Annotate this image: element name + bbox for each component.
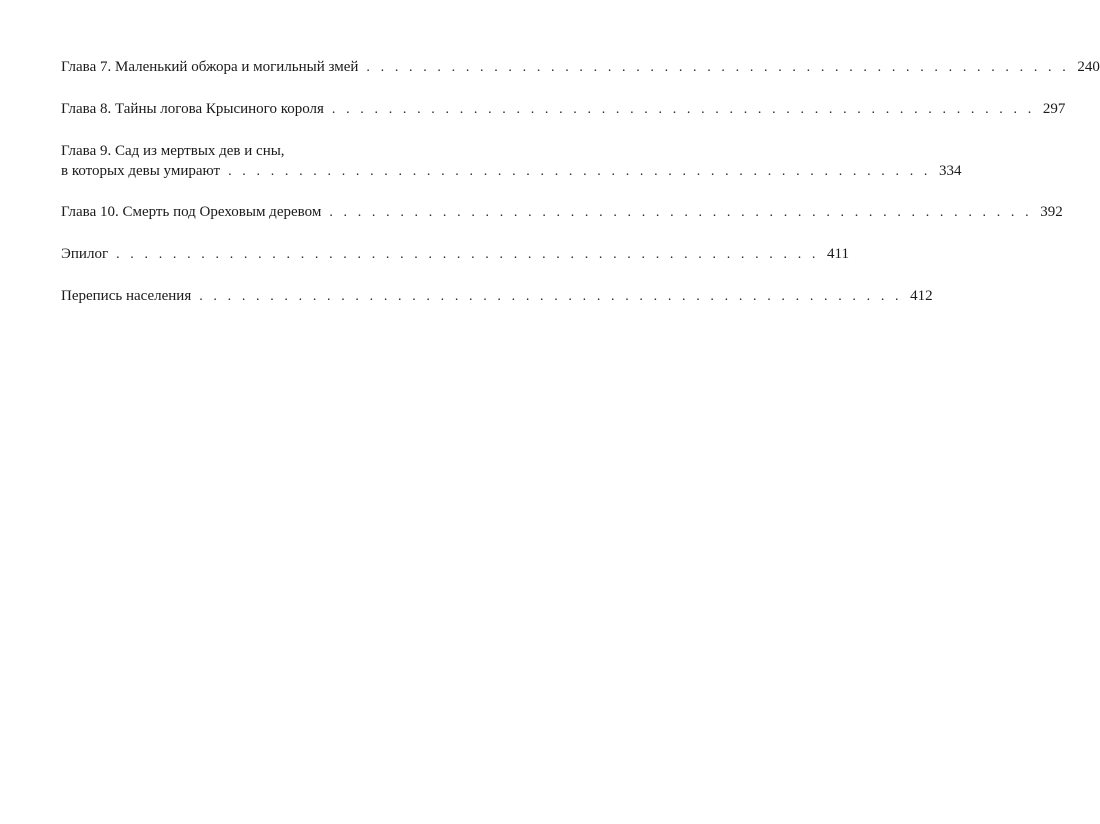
toc-line: [61, 202, 1063, 223]
toc-entry-chapter-7[interactable]: [61, 57, 1100, 77]
toc-leader-dots: . . . . . . . . . . . . . . . . . . . . . . . . . . . . . . . . . . . . . . . . . . . . . . . . . .: [366, 60, 1070, 75]
toc-entry-census[interactable]: [61, 286, 933, 306]
toc-page-number: 297: [1042, 101, 1066, 117]
toc-entry-title: Глава 8. Тайны логова Крысиного короля: [61, 101, 324, 117]
toc-leader-dots: . . . . . . . . . . . . . . . . . . . . . . . . . . . . . . . . . . . . . . . . . . . . . . . . . .: [331, 102, 1035, 117]
toc-page-number: 412: [910, 288, 933, 304]
toc-page-number: 392: [1040, 204, 1063, 220]
toc-entry-epilogue[interactable]: [61, 244, 849, 264]
toc-page-number: 411: [827, 246, 849, 262]
toc-line: [61, 244, 849, 265]
toc-line: [61, 57, 1100, 78]
toc-entry-chapter-10[interactable]: [61, 202, 1063, 222]
toc-page-number: 334: [939, 163, 962, 179]
toc-line: [61, 286, 933, 307]
table-of-contents: [61, 57, 1100, 306]
toc-page-number: 240: [1077, 59, 1100, 75]
toc-leader-dots: . . . . . . . . . . . . . . . . . . . . . . . . . . . . . . . . . . . . . . . . . . . . . . . . . .: [228, 164, 931, 179]
toc-leader-dots: . . . . . . . . . . . . . . . . . . . . . . . . . . . . . . . . . . . . . . . . . . . . . . . . . .: [199, 289, 903, 304]
toc-line: [61, 161, 962, 182]
toc-entry-title: Эпилог: [61, 246, 109, 262]
toc-entry-chapter-9[interactable]: [61, 141, 962, 182]
toc-entry-title: в которых девы умирают: [61, 163, 221, 179]
toc-entry-title-line1: Глава 9. Сад из мертвых дев и сны,: [61, 143, 285, 159]
toc-entry-title: Перепись населения: [61, 288, 192, 304]
toc-entry-title: Глава 10. Смерть под Ореховым деревом: [61, 204, 322, 220]
toc-leader-dots: . . . . . . . . . . . . . . . . . . . . . . . . . . . . . . . . . . . . . . . . . . . . . . . . . .: [329, 205, 1033, 220]
toc-line: [61, 99, 1066, 120]
toc-leader-dots: . . . . . . . . . . . . . . . . . . . . . . . . . . . . . . . . . . . . . . . . . . . . . . . . . .: [116, 247, 820, 262]
toc-entry-title: Глава 7. Маленький обжора и могильный змей: [61, 59, 359, 75]
toc-entry-chapter-8[interactable]: [61, 99, 1066, 119]
